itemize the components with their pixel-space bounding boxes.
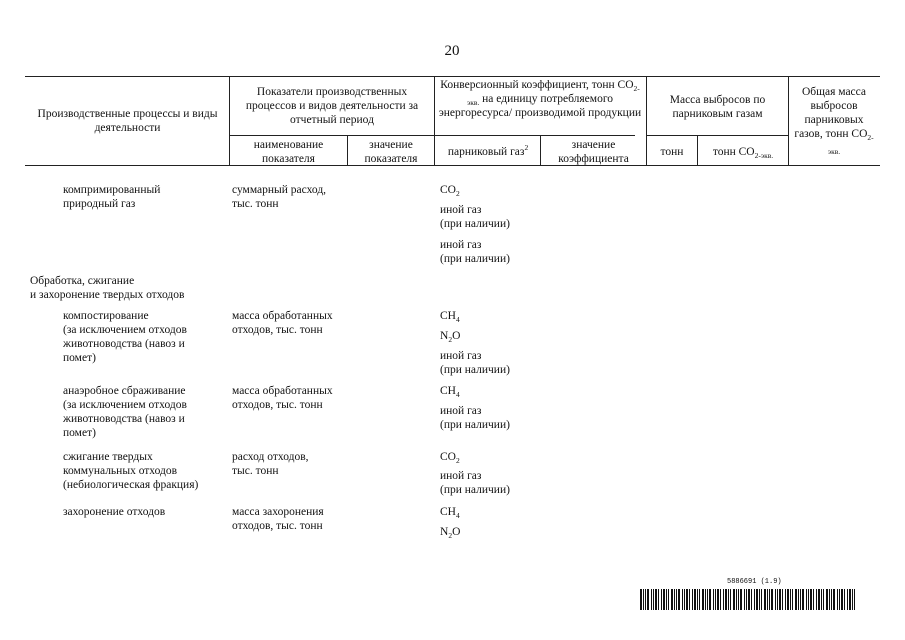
barcode-image [640, 589, 856, 610]
barcode-bar [715, 589, 716, 610]
gas-formula-sub: 4 [455, 390, 460, 399]
barcode-bar [761, 589, 762, 610]
barcode-bar [767, 589, 768, 610]
barcode-bar [738, 589, 739, 610]
barcode-bar [746, 589, 747, 610]
row-composting-gas-3: иной газ (при наличии) [440, 350, 510, 376]
barcode-bar [640, 589, 642, 610]
barcode-bar [810, 589, 812, 610]
header-total-mass [791, 85, 877, 155]
divider-5 [646, 76, 647, 165]
barcode-bar [756, 589, 758, 610]
barcode-bar [671, 589, 673, 610]
barcode-bar [821, 589, 822, 610]
header-gas-text: парниковый газ [447, 146, 525, 158]
header-mass [649, 93, 786, 121]
barcode-bar [705, 589, 706, 610]
barcode-bar [663, 589, 665, 610]
header-tonn-text: тонн [660, 146, 684, 158]
header-coefficient-value [542, 138, 645, 166]
barcode-bar [837, 589, 838, 610]
gas-formula-base: CO [440, 451, 456, 463]
barcode-bar [702, 589, 704, 610]
gas-formula-base: CO [440, 184, 456, 196]
barcode-bar [740, 589, 742, 610]
barcode-bar [777, 589, 778, 610]
barcode-bar [699, 589, 700, 610]
header-indicator-name [232, 138, 345, 166]
row-compressed-gas-process: компримированный природный газ [63, 184, 161, 210]
row-landfill-gas-2 [440, 525, 460, 539]
row-landfill-indicator: масса захоронения отходов, тыс. тонн [232, 506, 324, 532]
header-process [30, 107, 225, 135]
row-composting-process: компостирование (за исключением отходов животноводства (навоз и помет) [63, 310, 187, 364]
row-incineration-gas-1 [440, 450, 460, 464]
barcode-bar [849, 589, 851, 610]
barcode-bar [829, 589, 830, 610]
barcode-bar [841, 589, 843, 610]
barcode-bar [779, 589, 781, 610]
divider-2 [347, 135, 348, 165]
barcode-bar [854, 589, 855, 610]
header-total-mass-sub: 2-экв. [827, 133, 874, 156]
barcode-bar [717, 589, 719, 610]
barcode-bar [823, 589, 824, 610]
barcode-bar [816, 589, 817, 610]
barcode-bar [782, 589, 783, 610]
row-compressed-gas-gas-3: иной газ (при наличии) [440, 239, 510, 265]
header-indicator-name-text: наименование показателя [253, 139, 324, 165]
gas-formula-sub: 2 [448, 335, 453, 344]
row-composting-gas-1 [440, 309, 460, 323]
barcode-bar [661, 589, 662, 610]
header-indicator-value-text: значение показателя [364, 139, 418, 165]
barcode-bar [813, 589, 814, 610]
row-compressed-gas-gas-1 [440, 183, 460, 197]
header-process-text: Производственные процессы и виды деятельности [37, 108, 218, 134]
header-bottom-rule [25, 165, 880, 166]
barcode-bar [769, 589, 770, 610]
row-landfill-gas-1 [440, 505, 460, 519]
gas-formula-base: N [440, 330, 449, 342]
barcode-bar [790, 589, 791, 610]
barcode-bar [736, 589, 737, 610]
header-gas-footnote: 2 [524, 143, 529, 152]
header-tonn-co2-sub: 2-экв. [754, 151, 774, 160]
barcode-bar [759, 589, 760, 610]
header-conversion [437, 78, 643, 120]
barcode-bar [720, 589, 721, 610]
barcode-bar [751, 589, 752, 610]
header-mass-text: Масса выбросов по парниковым газам [669, 94, 766, 120]
gas-formula-post: O [452, 330, 461, 342]
page-number: 20 [444, 43, 460, 59]
row-composting-indicator: масса обработанных отходов, тыс. тонн [232, 310, 333, 336]
header-conversion-post: на единицу потребляемого энергоресурса/ производимой продукции [438, 93, 642, 119]
barcode-bar [754, 589, 755, 610]
barcode-bar [655, 589, 657, 610]
barcode-bar [748, 589, 750, 610]
barcode-bar [844, 589, 845, 610]
barcode-bar [775, 589, 776, 610]
barcode-bar [725, 589, 727, 610]
divider-4 [540, 135, 541, 165]
barcode-bar [833, 589, 835, 610]
row-incineration-process: сжигание твердых коммунальных отходов (небиологическая фракция) [63, 451, 199, 491]
row-composting-gas-2 [440, 329, 460, 343]
row-anaerobic-process: анаэробное сбраживание (за исключением отходов животноводства (навоз и помет) [63, 385, 187, 439]
header-tonn [648, 145, 696, 159]
barcode-bar [798, 589, 799, 610]
barcode-bar [707, 589, 708, 610]
barcode-bar [658, 589, 659, 610]
row-compressed-gas-indicator: суммарный расход, тыс. тонн [232, 184, 327, 210]
header-conversion-pre: Конверсионный коэффициент, тонн CO [440, 79, 634, 91]
header-indicators-text: Показатели производственных процессов и видов деятельности за отчетный период [245, 86, 419, 126]
gas-formula-sub: 2 [455, 189, 460, 198]
barcode-bar [744, 589, 745, 610]
barcode-bar [723, 589, 724, 610]
header-tonn-co2 [699, 145, 787, 159]
barcode-bar [730, 589, 731, 610]
barcode-bar [839, 589, 840, 610]
barcode-bar [647, 589, 649, 610]
gas-formula-sub: 2 [448, 531, 453, 540]
barcode-bar [728, 589, 729, 610]
barcode-bar [818, 589, 820, 610]
indicators-split-rule [229, 135, 635, 136]
barcode-bar [651, 589, 652, 610]
header-total-mass-pre: Общая масса выбросов парниковых газов, тонн CO [794, 86, 868, 140]
row-anaerobic-indicator: масса обработанных отходов, тыс. тонн [232, 385, 333, 411]
section-title-waste: Обработка, сжигание и захоронение твердых отходов [30, 275, 185, 301]
barcode-bar [785, 589, 786, 610]
gas-formula-base: N [440, 526, 449, 538]
divider-6 [697, 135, 698, 165]
barcode-bar [686, 589, 688, 610]
barcode-bar [668, 589, 669, 610]
barcode-bar [692, 589, 693, 610]
gas-formula-base: CH [440, 506, 456, 518]
barcode-bar [684, 589, 685, 610]
barcode-bar [678, 589, 680, 610]
barcode-bar [806, 589, 807, 610]
barcode-bar [802, 589, 804, 610]
barcode-bar [682, 589, 683, 610]
header-conversion-sub: 2-экв. [466, 84, 640, 107]
barcode-number: 5886691 (1.9) [727, 578, 782, 586]
barcode-bar [713, 589, 714, 610]
barcode-bar [771, 589, 773, 610]
row-anaerobic-gas-1 [440, 384, 460, 398]
divider-3 [434, 76, 435, 165]
barcode-bar [808, 589, 809, 610]
divider-1 [229, 76, 230, 165]
barcode-bar [694, 589, 696, 610]
header-tonn-co2-pre: тонн CO [712, 146, 755, 158]
barcode-bar [666, 589, 667, 610]
barcode-bar [653, 589, 654, 610]
barcode-bar [831, 589, 832, 610]
barcode-bar [689, 589, 690, 610]
barcode-bar [676, 589, 677, 610]
barcode-bar [643, 589, 644, 610]
gas-formula-sub: 4 [455, 511, 460, 520]
row-anaerobic-gas-2: иной газ (при наличии) [440, 405, 510, 431]
barcode-bar [795, 589, 797, 610]
header-top-rule [25, 76, 880, 77]
header-coefficient-value-text: значение коэффициента [558, 139, 629, 165]
gas-formula-post: O [452, 526, 461, 538]
gas-formula-base: CH [440, 310, 456, 322]
row-landfill-process: захоронение отходов [63, 506, 166, 518]
row-compressed-gas-gas-2: иной газ (при наличии) [440, 204, 510, 230]
gas-formula-sub: 2 [455, 456, 460, 465]
barcode-bar [697, 589, 698, 610]
header-gas [437, 145, 539, 159]
barcode-bar [645, 589, 646, 610]
divider-7 [788, 76, 789, 165]
barcode-bar [800, 589, 801, 610]
barcode-bar [764, 589, 766, 610]
row-incineration-indicator: расход отходов, тыс. тонн [232, 451, 309, 477]
barcode-bar [733, 589, 735, 610]
mass-split-rule [646, 135, 788, 136]
gas-formula-sub: 4 [455, 315, 460, 324]
barcode-bar [709, 589, 711, 610]
row-incineration-gas-2: иной газ (при наличии) [440, 470, 510, 496]
barcode-bar [787, 589, 789, 610]
gas-formula-base: CH [440, 385, 456, 397]
barcode-bar [674, 589, 675, 610]
header-indicators [232, 85, 432, 127]
header-indicator-value [349, 138, 433, 166]
barcode-bar [792, 589, 793, 610]
barcode-bar [847, 589, 848, 610]
barcode-bar [826, 589, 828, 610]
barcode-bar [852, 589, 853, 610]
